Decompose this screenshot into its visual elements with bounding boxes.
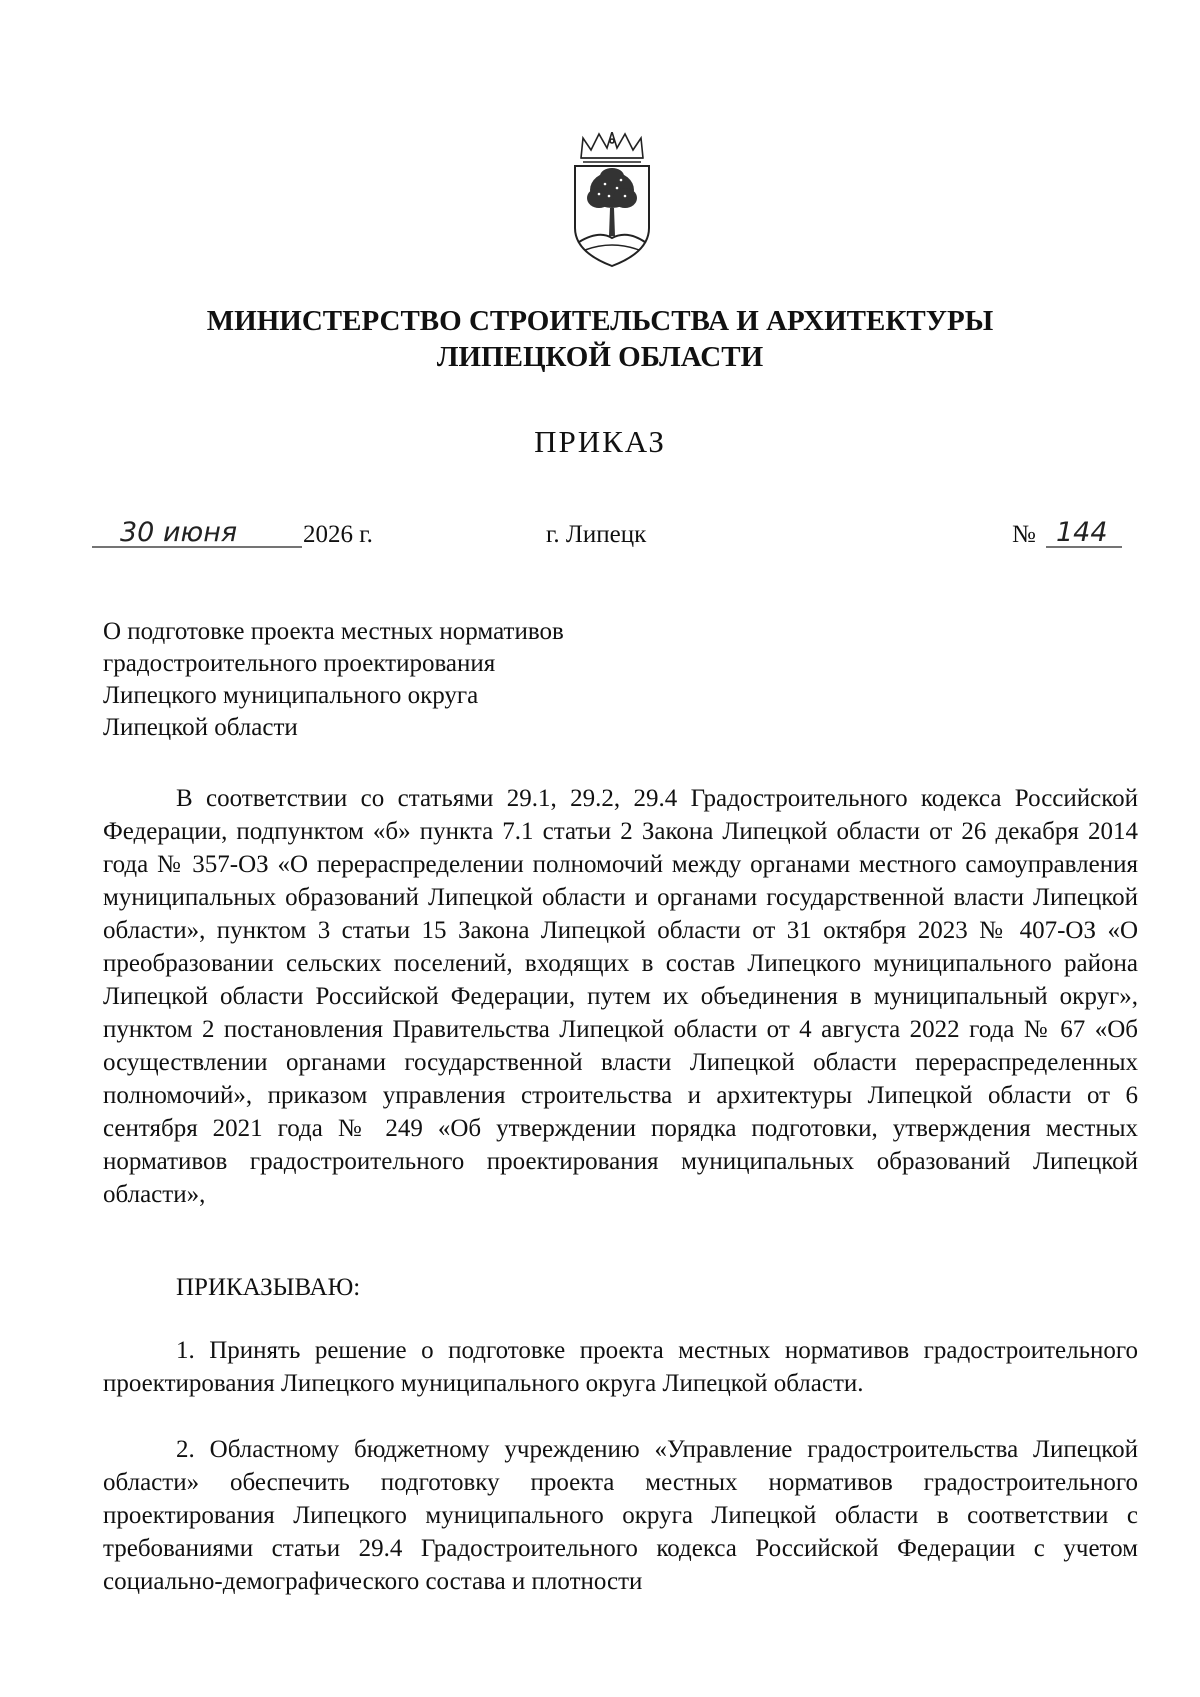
subject-line: Липецкой области xyxy=(103,714,298,741)
handwritten-number xyxy=(1046,514,1126,552)
handwritten-number-text: 144 xyxy=(1056,517,1108,548)
subject-line: Липецкого муниципального округа xyxy=(103,682,479,709)
document-type: ПРИКАЗ xyxy=(534,424,666,459)
document-subject xyxy=(103,616,564,744)
order-item-2: 2. Областному бюджетному учреждению «Управление градостроительства Липецкой области» обеспечить подготовку проекта местных нормативов градостроительного проектирования Липецкого муниципального округа Липецкой области в соответствии с требованиями статьи 29.4 Градостроительного кодекса Российской Федерации с учетом социально-демографического состава и плотности xyxy=(103,1436,1138,1595)
order-item-1: 1. Принять решение о подготовке проекта местных нормативов градостроительного проектирования Липецкого муниципального округа Липецкой области. xyxy=(103,1337,1138,1397)
document-city: г. Липецк xyxy=(546,521,647,548)
document-year: 2026 г. xyxy=(303,521,373,548)
handwritten-date-text: 30 июня xyxy=(120,517,238,548)
handwritten-date xyxy=(92,514,302,552)
document-number-label: № xyxy=(1012,521,1036,548)
subject-line: градостроительного проектирования xyxy=(103,650,496,677)
ministry-title-line-2: ЛИПЕЦКОЙ ОБЛАСТИ xyxy=(436,341,764,373)
subject-line: О подготовке проекта местных нормативов xyxy=(103,618,564,645)
ministry-title-line-1: МИНИСТЕРСТВО СТРОИТЕЛЬСТВА И АРХИТЕКТУРЫ xyxy=(206,305,994,337)
preamble-paragraph: В соответствии со статьями 29.1, 29.2, 29.4 Градостроительного кодекса Российской Федерации, подпунктом «б» пункта 7.1 статьи 2 Закона Липецкой области от 26 декабря 2014 года № 357-ОЗ «О перераспределении полномочий между органами местного самоуправления муниципальных образований Липецкой области и органами государственной власти Липецкой области», пунктом 3 статьи 15 Закона Липецкой области от 31 октября 2023 № 407-ОЗ «О преобразовании сельских поселений, входящих в состав Липецкого муниципального района Липецкой области Российской Федерации, путем их объединения в муниципальный округ», пунктом 2 постановления Правительства Липецкой области от 4 августа 2022 года № 67 «Об осуществлении органами государственной власти Липецкой области перераспределенных полномочий», приказом управления строительства и архитектуры Липецкой области от 6 сентября 2021 года № 249 «Об утверждении порядка подготовки, утверждения местных нормативов градостроительного проектирования муниципальных образований Липецкой области», xyxy=(103,785,1138,1208)
lipetsk-coat-of-arms-icon xyxy=(569,132,655,270)
order-word: ПРИКАЗЫВАЮ: xyxy=(176,1274,361,1301)
